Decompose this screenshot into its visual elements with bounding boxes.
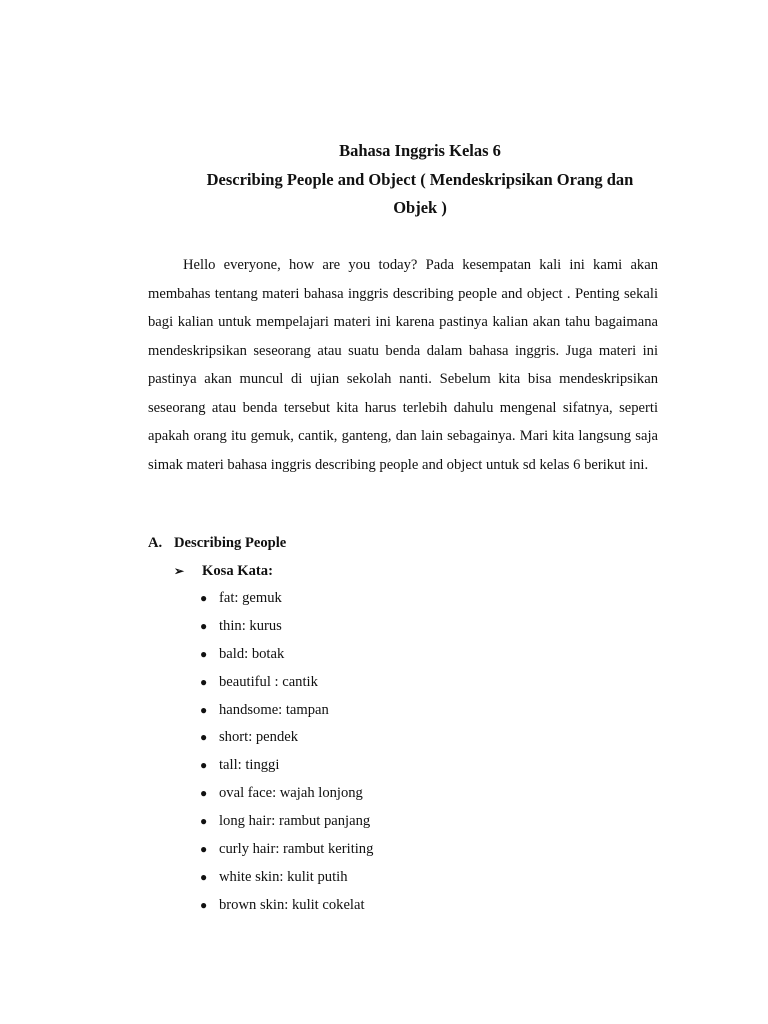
list-item <box>200 755 373 783</box>
bullet-icon: ● <box>200 646 208 661</box>
subsection-heading <box>174 561 273 581</box>
list-item <box>200 727 373 755</box>
bullet-icon: ● <box>200 674 208 689</box>
list-item-text: beautiful : cantik <box>219 673 318 690</box>
intro-paragraph: Hello everyone, how are you today? Pada kesempatan kali ini kami akan membahas tentang materi bahasa inggris describing people and object . Penting sekali bagi kalian untuk mempelajari materi ini karena pastinya kalian akan tahu bagaimana mendeskripsikan seseorang atau suatu benda dalam bahasa inggris. Juga materi ini pastinya akan muncul di ujian sekolah nanti. Sebelum kita bisa mendeskripsikan seseorang atau benda tersebut kita harus terlebih dahulu mengenal sifatnya, seperti apakah orang itu gemuk, cantik, ganteng, dan lain sebagainya. Mari kita langsung saja simak materi bahasa inggris describing people and object untuk sd kelas 6 berikut ini. <box>148 257 658 473</box>
bullet-icon: ● <box>200 897 208 912</box>
bullet-icon: ● <box>200 618 208 633</box>
list-item-text: curly hair: rambut keriting <box>219 841 374 858</box>
list-item-text: thin: kurus <box>219 617 282 634</box>
list-item <box>200 588 373 616</box>
bullet-icon: ● <box>200 730 208 745</box>
bullet-icon: ● <box>200 814 208 829</box>
list-item <box>200 783 373 811</box>
list-item-text: handsome: tampan <box>219 701 329 718</box>
vocabulary-list <box>200 588 373 923</box>
arrow-bullet-icon: ➢ <box>174 564 185 578</box>
document-title: Bahasa Inggris Kelas 6 <box>339 141 501 160</box>
section-heading <box>148 533 286 553</box>
bullet-icon: ● <box>200 869 208 884</box>
list-item-text: fat: gemuk <box>219 590 282 606</box>
list-item-text: oval face: wajah lonjong <box>219 785 363 802</box>
list-item <box>200 867 373 895</box>
list-item <box>200 895 373 923</box>
section-heading-text: Describing People <box>174 535 287 551</box>
bullet-icon: ● <box>200 591 208 605</box>
list-item-text: long hair: rambut panjang <box>219 813 371 830</box>
bullet-icon: ● <box>200 786 208 801</box>
document-subtitle-continuation: Objek ) <box>393 198 447 217</box>
list-item <box>200 839 373 867</box>
list-item <box>200 811 373 839</box>
document-subtitle: Describing People and Object ( Mendeskripsikan Orang dan <box>206 170 634 189</box>
bullet-icon: ● <box>200 758 208 773</box>
list-item <box>200 672 373 700</box>
section-letter: A. <box>148 535 163 551</box>
list-item <box>200 700 373 728</box>
bullet-icon: ● <box>200 842 208 857</box>
list-item <box>200 616 373 644</box>
list-item-text: bald: botak <box>219 645 285 662</box>
bullet-icon: ● <box>200 702 208 717</box>
list-item <box>200 644 373 672</box>
list-item-text: short: pendek <box>219 729 299 746</box>
subsection-heading-text: Kosa Kata: <box>202 563 273 579</box>
list-item-text: brown skin: kulit cokelat <box>219 896 365 913</box>
list-item-text: white skin: kulit putih <box>219 868 348 885</box>
list-item-text: tall: tinggi <box>219 757 280 774</box>
